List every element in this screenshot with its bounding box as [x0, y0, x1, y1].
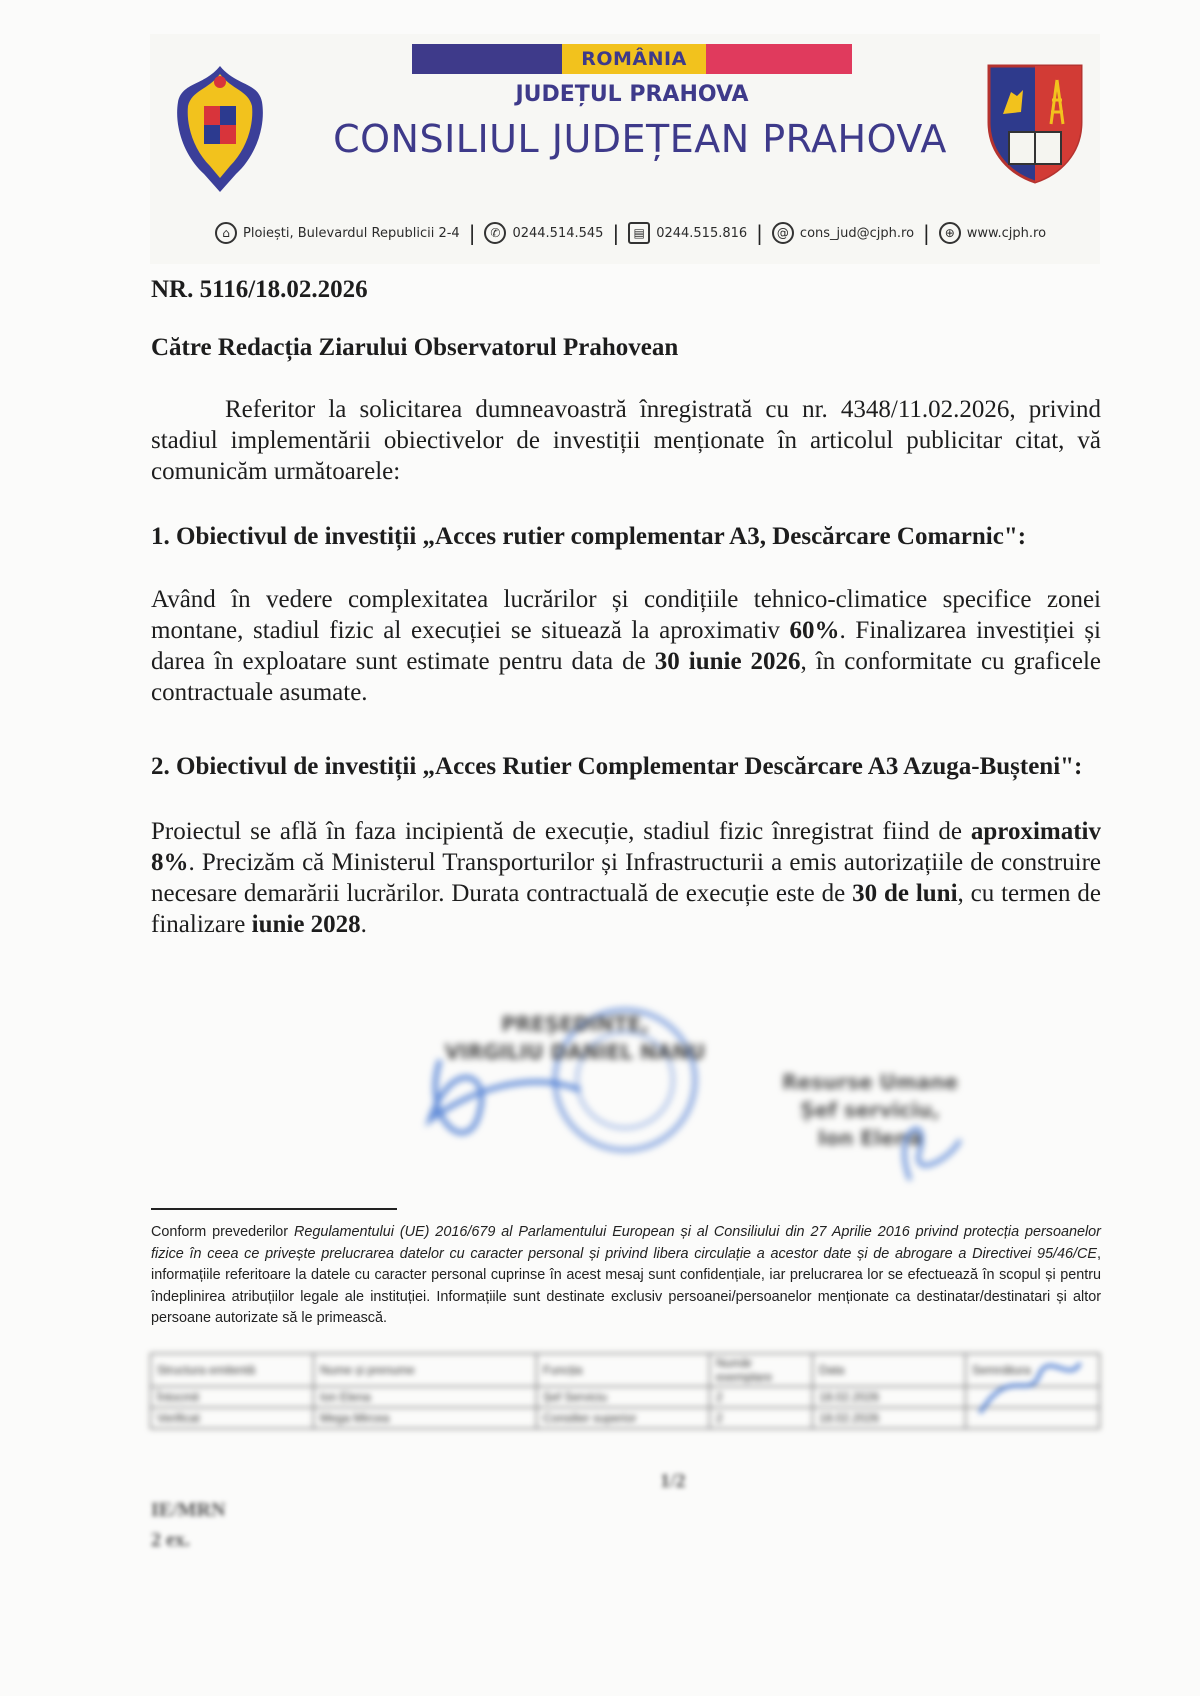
prahova-county-crest-icon [985, 62, 1085, 186]
objective-2-paragraph [151, 816, 1101, 940]
romania-flag-banner [412, 44, 852, 74]
phone-icon: ✆ [484, 222, 506, 244]
location-icon: ⌂ [215, 222, 237, 244]
flag-yellow-stripe [562, 44, 706, 74]
page-number: 1/2 [660, 1470, 686, 1492]
objective-1-heading: 1. Obiectivul de investiții „Acces rutier complementar A3, Descărcare Comarnic": [151, 523, 1027, 550]
text-run: Conform prevederilor [151, 1224, 294, 1240]
table-row [151, 1387, 1100, 1408]
table-cell: Consilier superior [537, 1408, 710, 1429]
table-cell: Ion Elena [314, 1387, 537, 1408]
separator: | [612, 221, 620, 245]
table-cell: 18.02.2026 [813, 1387, 966, 1408]
table-header-cell: Data [813, 1354, 966, 1387]
separator: | [756, 221, 763, 245]
progress-value: aproximativ 8% [151, 818, 1101, 876]
county-name: JUDEȚUL PRAHOVA [515, 82, 749, 107]
copies-count: 2 ex. [151, 1529, 190, 1551]
deadline-date: 30 iunie 2026 [654, 648, 801, 675]
author-initials: IE/MRN [151, 1499, 226, 1521]
flag-blue-stripe [412, 44, 562, 74]
addressee: Către Redacția Ziarului Observatorul Prahovean [151, 334, 679, 361]
table-cell: Întocmit [151, 1387, 314, 1408]
text-run: , informațiile referitoare la datele cu caracter personal cuprinse în acest mesaj sunt confidențiale, iar prelucrarea lor se efectuează în scopul și pentru îndeplinirea atribuțiilor legale ale instituției. Informațiile sunt destinate exclusiv persoanei/persoanelor menționate ca destinatar/destinatari și altor persoane autorizate să le primească. [151, 1245, 1101, 1327]
romania-coat-of-arms-icon [174, 56, 266, 200]
table-header-cell: Funcția [537, 1354, 710, 1387]
text-run: , în conformitate cu graficele contractuale asumate. [151, 648, 1101, 706]
table-row [151, 1408, 1100, 1429]
table-cell: Mega Mircea [314, 1408, 537, 1429]
table-header-cell: Număr exemplare [710, 1354, 813, 1387]
fax-icon: ▤ [628, 222, 650, 244]
flag-red-stripe [706, 44, 852, 74]
table-signature-icon [970, 1343, 1090, 1423]
approval-table [150, 1353, 1100, 1429]
handwritten-signature-icon [760, 1070, 980, 1190]
objective-2-heading: 2. Obiectivul de investiții „Acces Rutier Complementar Descărcare A3 Azuga-Bușteni": [151, 753, 1083, 780]
table-header-row [151, 1354, 1100, 1387]
fax-text: 0244.515.816 [656, 225, 748, 241]
separator: | [923, 221, 930, 245]
country-name: ROMÂNIA [581, 48, 687, 70]
email-text: cons_jud@cjph.ro [799, 225, 915, 241]
table-cell: Șef Serviciu [537, 1387, 710, 1408]
website-text: www.cjph.ro [966, 225, 1047, 241]
table-cell: 2 [710, 1387, 813, 1408]
email-icon: @ [772, 222, 794, 244]
duration-value: 30 de luni [852, 880, 958, 907]
institution-name: CONSILIUL JUDEȚEAN PRAHOVA [333, 117, 947, 161]
address-text: Ploiești, Bulevardul Republicii 2-4 [243, 225, 460, 241]
president-title: PREȘEDINTE, [501, 1012, 649, 1036]
footnote-separator [151, 1208, 397, 1210]
president-signature-block [410, 1000, 740, 1180]
hr-name: Ion Elena [817, 1126, 923, 1150]
deadline-date: iunie 2028 [251, 911, 361, 938]
regulation-citation: Regulamentului (UE) 2016/679 al Parlamentului European și al Consiliului din 27 Aprilie 2016 privind protecția persoanelor fizice în ceea ce privește prelucrarea datelor cu caracter personal și privind libera circulație a acestor date și de abrogare a Directivei 95/46/CE [151, 1224, 1101, 1262]
table-cell: Verificat [151, 1408, 314, 1429]
contact-bar [215, 218, 1095, 248]
table-cell: 2 [710, 1408, 813, 1429]
text-run: . Precizăm că Ministerul Transporturilor și Infrastructurii a emis autorizațiile de construire necesare demarării lucrărilor. Durata contractuală de execuție este de [151, 849, 1101, 907]
reference-code [151, 1495, 225, 1555]
president-name: VIRGILIU DANIEL NANU [444, 1040, 706, 1064]
hr-department: Resurse Umane [782, 1070, 958, 1094]
phone-text: 0244.514.545 [512, 225, 604, 241]
table-header-cell: Structura emitentă [151, 1354, 314, 1387]
separator: | [468, 221, 476, 245]
text-run: Având în vedere complexitatea lucrărilor și condițiile tehnico-climatice specifice zonei montane, stadiul fizic al execuției se situează la aproximativ [151, 586, 1101, 644]
globe-icon: ⊕ [939, 222, 961, 244]
text-run: Proiectul se află în faza incipientă de execuție, stadiul fizic înregistrat fiind de [151, 818, 971, 845]
intro-paragraph: Referitor la solicitarea dumneavoastră înregistrată cu nr. 4348/11.02.2026, privind stadiul implementării obiectivelor de investiții menționate în articolul publicitar citat, vă comunicăm următoarele: [151, 396, 1101, 485]
hr-signature-block [760, 1070, 980, 1190]
table-header-cell: Nume și prenume [314, 1354, 537, 1387]
document-number: NR. 5116/18.02.2026 [151, 276, 368, 303]
progress-value: 60% [789, 617, 840, 644]
table-header-cell: Semnătura [966, 1354, 1100, 1387]
hr-role: Șef serviciu, [800, 1098, 940, 1122]
text-run: . [360, 911, 367, 938]
text-run: , cu termen de finalizare [151, 880, 1101, 938]
table-cell: 18.02.2026 [813, 1408, 966, 1429]
text-run: . Finalizarea investiției și darea în exploatare sunt estimate pentru data de [151, 617, 1101, 675]
objective-1-paragraph [151, 584, 1101, 708]
gdpr-footnote [151, 1222, 1101, 1330]
